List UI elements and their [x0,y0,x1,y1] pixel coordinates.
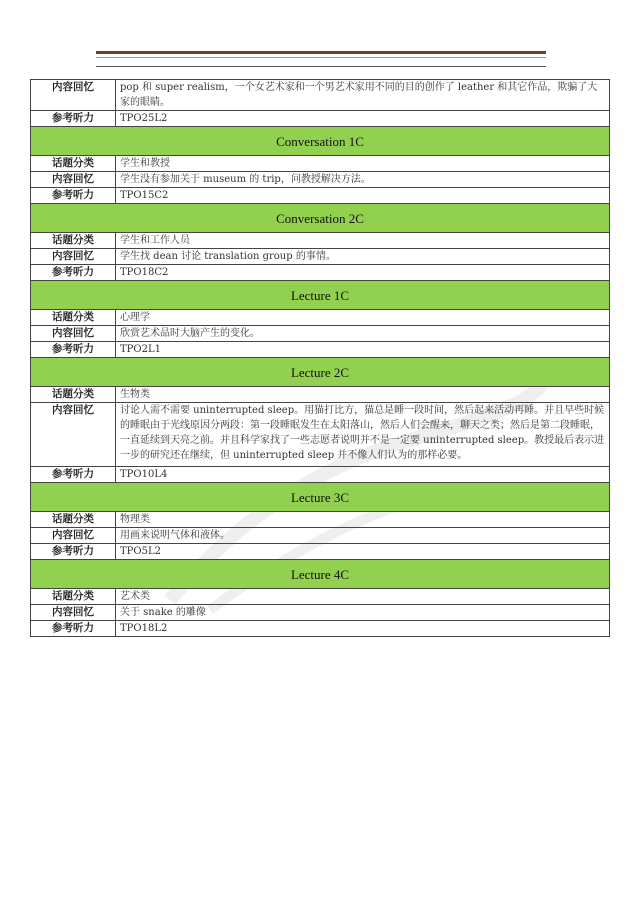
recall-value: 用画来说明气体和液体。 [116,528,610,544]
recall-label: 内容回忆 [31,528,116,544]
section-title: Lecture 1C [31,281,610,310]
table-row [31,403,610,467]
category-label: 话题分类 [31,233,116,249]
category-value: 物理类 [116,512,610,528]
section-title: Lecture 3C [31,483,610,512]
table-row [31,310,610,326]
table-row [31,512,610,528]
table-row [31,528,610,544]
section-title: Conversation 2C [31,204,610,233]
header-rule-line [96,66,546,67]
reference-value: TPO2L1 [116,342,610,358]
section-header [31,204,610,233]
section-header [31,560,610,589]
recall-label: 内容回忆 [31,249,116,265]
reference-label: 参考听力 [31,544,116,560]
category-label: 话题分类 [31,387,116,403]
recall-value: 关于 snake 的雕像 [116,605,610,621]
recall-label: 内容回忆 [31,80,116,111]
category-value: 生物类 [116,387,610,403]
section-title: Lecture 4C [31,560,610,589]
recall-value: 讨论人需不需要 uninterrupted sleep。用猫打比方，猫总是睡一段时间，然后起来活动再睡。并且早些时候的睡眠由于光线原因分两段：第一段睡眠发生在太阳落山，然后人们会醒来，聊天之类；然后是第二段睡眠，一直延续到天亮之前。并且科学家找了一些志愿者说明并不是一定要 uninterrupted sleep。教授最后表示进一步的研究还在继续，但 uninterrupted sleep 并不像人们认为的那样必要。 [116,403,610,467]
table-row [31,589,610,605]
recall-value: 欣赏艺术品时大脑产生的变化。 [116,326,610,342]
section-header [31,358,610,387]
category-value: 学生和教授 [116,156,610,172]
reference-label: 参考听力 [31,265,116,281]
reference-label: 参考听力 [31,188,116,204]
category-value: 学生和工作人员 [116,233,610,249]
header-rule-thick [96,51,546,54]
recall-label: 内容回忆 [31,172,116,188]
section-title: Conversation 1C [31,127,610,156]
table-row [31,233,610,249]
category-label: 话题分类 [31,310,116,326]
table-row [31,387,610,403]
table-row [31,326,610,342]
table-row [31,156,610,172]
section-title: Lecture 2C [31,358,610,387]
listening-topic-table [30,79,610,637]
table-row [31,80,610,111]
table-row [31,605,610,621]
reference-value: TPO10L4 [116,467,610,483]
table-row [31,621,610,637]
reference-value: TPO15C2 [116,188,610,204]
section-header [31,127,610,156]
category-value: 艺术类 [116,589,610,605]
category-value: 心理学 [116,310,610,326]
recall-value: 学生没有参加关于 museum 的 trip，问教授解决方法。 [116,172,610,188]
table-row [31,188,610,204]
recall-label: 内容回忆 [31,403,116,467]
reference-label: 参考听力 [31,342,116,358]
table-row [31,172,610,188]
reference-value: TPO18L2 [116,621,610,637]
header-rule-thin [96,57,546,58]
recall-label: 内容回忆 [31,605,116,621]
table-row [31,342,610,358]
recall-label: 内容回忆 [31,326,116,342]
recall-value: pop 和 super realism，一个女艺术家和一个男艺术家用不同的目的创作了 leather 和其它作品，欺骗了大家的眼睛。 [116,80,610,111]
table-row [31,111,610,127]
section-header [31,281,610,310]
table-row [31,544,610,560]
table-row [31,467,610,483]
category-label: 话题分类 [31,156,116,172]
reference-label: 参考听力 [31,621,116,637]
reference-label: 参考听力 [31,111,116,127]
table-row [31,265,610,281]
table-row [31,249,610,265]
category-label: 话题分类 [31,512,116,528]
reference-label: 参考听力 [31,467,116,483]
section-header [31,483,610,512]
category-label: 话题分类 [31,589,116,605]
reference-value: TPO18C2 [116,265,610,281]
reference-value: TPO5L2 [116,544,610,560]
recall-value: 学生找 dean 讨论 translation group 的事情。 [116,249,610,265]
reference-value: TPO25L2 [116,111,610,127]
